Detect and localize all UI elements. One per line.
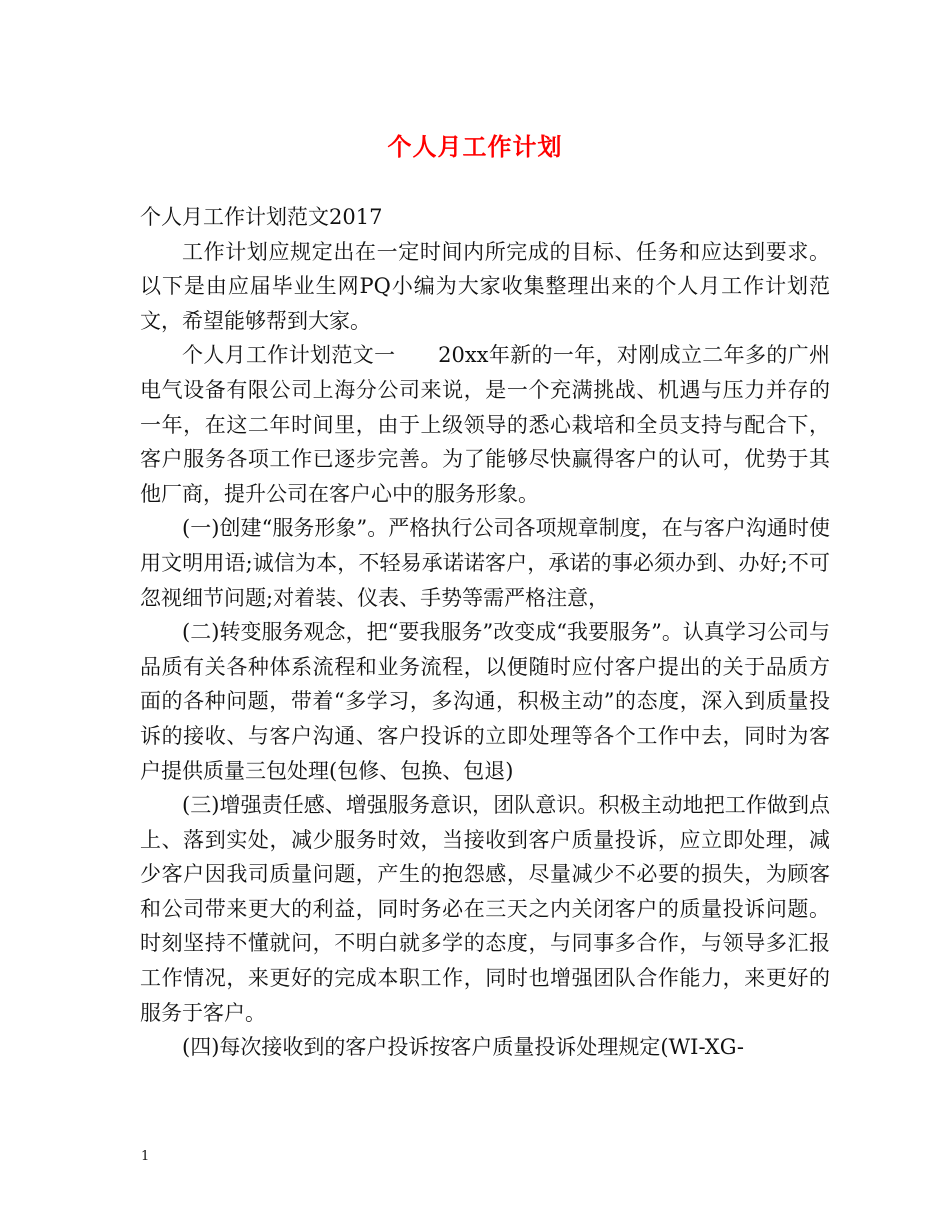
paragraph-item-two: (二)转变服务观念，把“要我服务”改变成“我要服务”。认真学习公司与品质有关各种体系流程和业务流程，以便随时应付客户提出的关于品质方面的各种问题，带着“多学习，多沟通，积极主动”的态度，深入到质量投诉的接收、与客户沟通、客户投诉的立即处理等各个工作中去，同时为客户提供质量三包处理(包修、包换、包退) (140, 620, 830, 783)
document-subtitle: 个人月工作计划范文2017 (140, 205, 383, 229)
document-body (140, 200, 830, 1065)
paragraph-intro: 工作计划应规定出在一定时间内所完成的目标、任务和应达到要求。以下是由应届毕业生网PQ小编为大家收集整理出来的个人月工作计划范文，希望能够帮到大家。 (140, 239, 830, 333)
document-title: 个人月工作计划 (387, 132, 563, 161)
paragraph-sample-one: 个人月工作计划范文一 20xx年新的一年，对刚成立二年多的广州电气设备有限公司上海分公司来说，是一个充满挑战、机遇与压力并存的一年，在这二年时间里，由于上级领导的悉心栽培和全员支持与配合下，客户服务各项工作已逐步完善。为了能够尽快赢得客户的认可，优势于其他厂商，提升公司在客户心中的服务形象。 (140, 343, 830, 506)
paragraph-item-one: (一)创建“服务形象”。严格执行公司各项规章制度，在与客户沟通时使用文明用语;诚信为本，不轻易承诺诺客户，承诺的事必须办到、办好;不可忽视细节问题;对着装、仪表、手势等需严格注意， (140, 516, 830, 610)
paragraph-item-three: (三)增强责任感、增强服务意识，团队意识。积极主动地把工作做到点上、落到实处，减少服务时效，当接收到客户质量投诉，应立即处理，减少客户因我司质量问题，产生的抱怨感，尽量减少不必要的损失，为顾客和公司带来更大的利益，同时务必在三天之内关闭客户的质量投诉问题。时刻坚持不懂就问，不明白就多学的态度，与同事多合作，与领导多汇报工作情况，来更好的完成本职工作，同时也增强团队合作能力，来更好的服务于客户。 (140, 793, 830, 1025)
paragraph-item-four: (四)每次接收到的客户投诉按客户质量投诉处理规定(WI-XG- (182, 1035, 745, 1060)
page-number: 1 (141, 1149, 150, 1164)
